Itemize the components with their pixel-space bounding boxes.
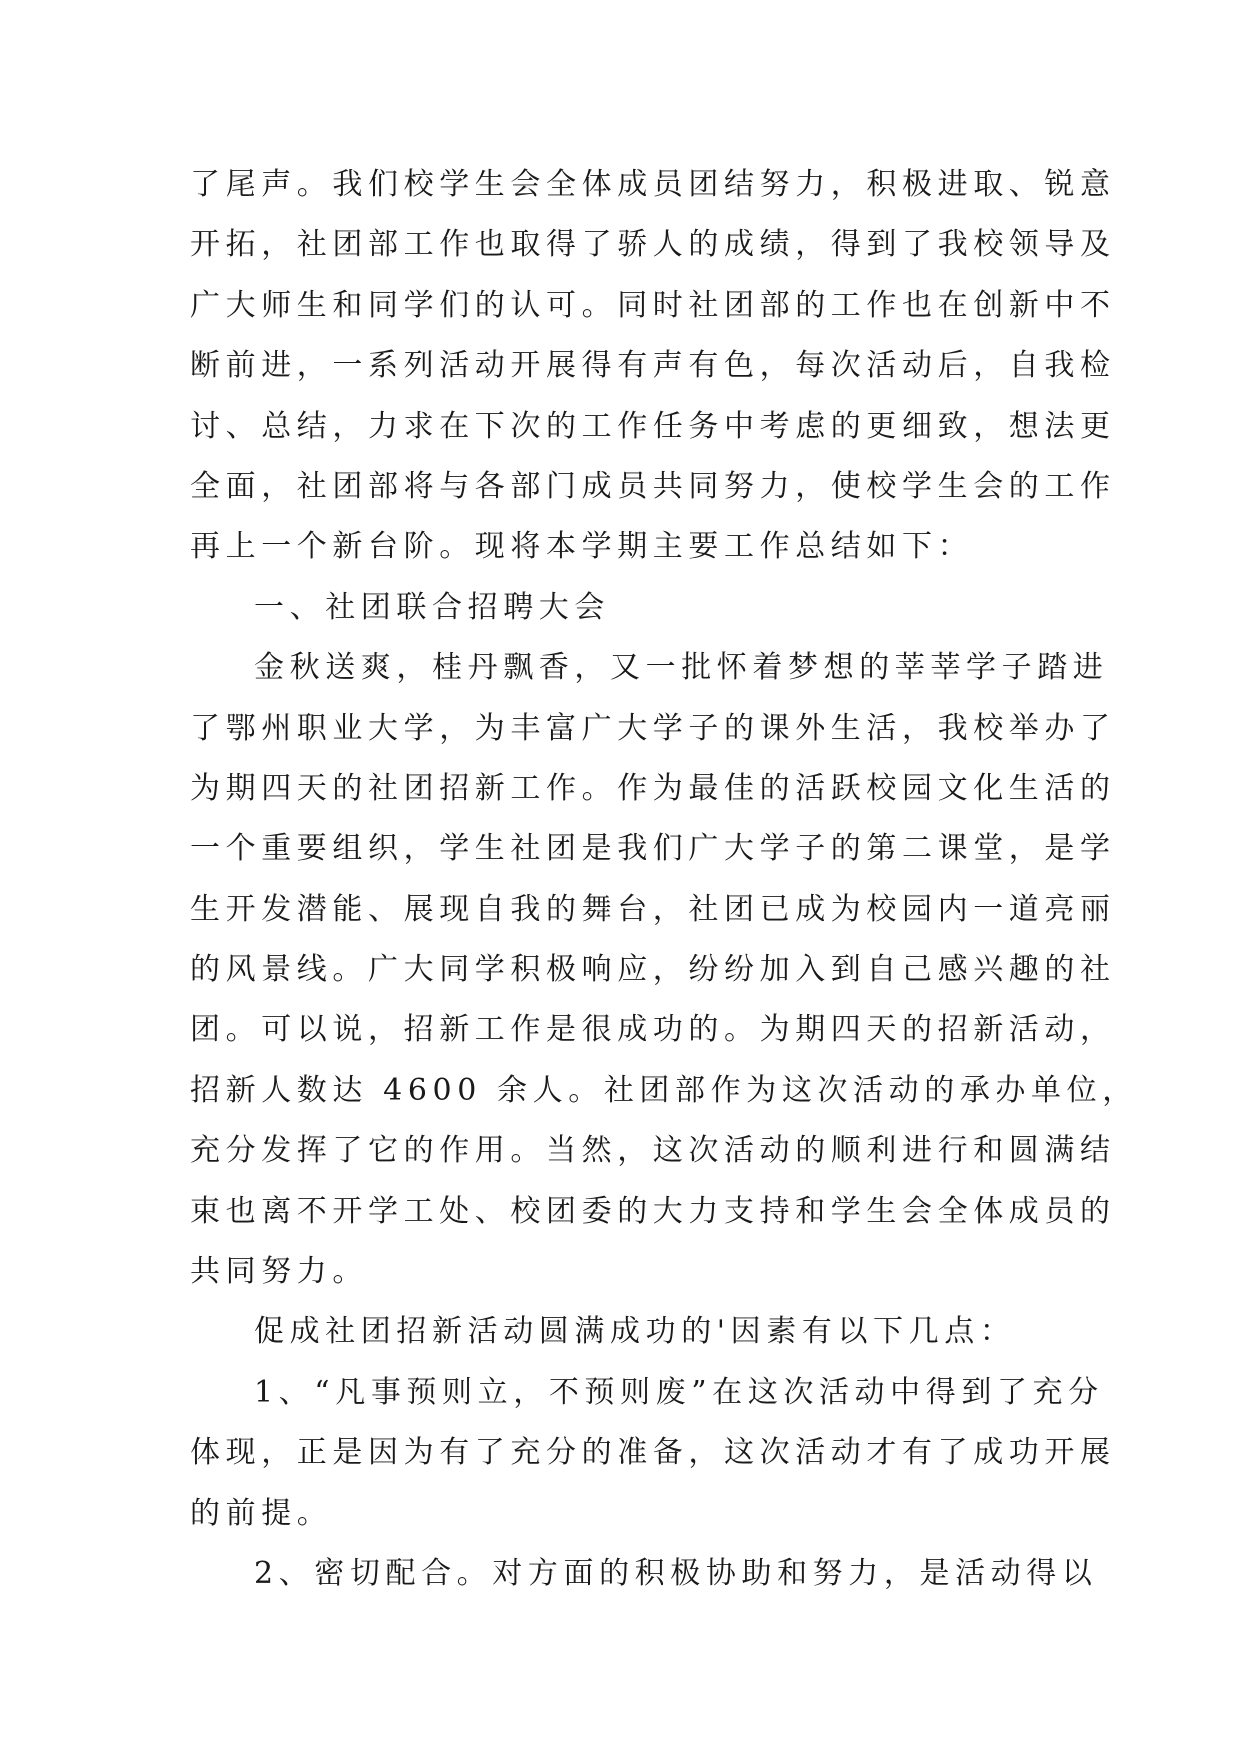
text-line: 一个重要组织，学生社团是我们广大学子的第二课堂，是学 (190, 831, 1116, 867)
text-line: 金秋送爽，桂丹飘香，又一批怀着梦想的莘莘学子踏进 (254, 650, 1109, 686)
text-line: 广大师生和同学们的认可。同时社团部的工作也在创新中不 (190, 287, 1116, 323)
text-line: 断前进，一系列活动开展得有声有色，每次活动后，自我检 (190, 348, 1116, 384)
section-heading: 一、社团联合招聘大会 (254, 589, 610, 625)
text-line: 充分发挥了它的作用。当然，这次活动的顺利进行和圆满结 (190, 1133, 1116, 1169)
text-line: 促成社团招新活动圆满成功的'因素有以下几点： (254, 1314, 1016, 1350)
text-line: 为期四天的社团招新工作。作为最佳的活跃校园文化生活的 (190, 770, 1116, 806)
text-line: 体现，正是因为有了充分的准备，这次活动才有了成功开展 (190, 1435, 1116, 1471)
text-line: 了尾声。我们校学生会全体成员团结努力，积极进取、锐意 (190, 167, 1116, 202)
text-line: 了鄂州职业大学，为丰富广大学子的课外生活，我校举办了 (190, 710, 1116, 746)
text-line: 全面，社团部将与各部门成员共同努力，使校学生会的工作 (190, 468, 1116, 504)
text-line: 生开发潜能、展现自我的舞台，社团已成为校园内一道亮丽 (190, 891, 1116, 927)
body-text (190, 155, 1138, 1604)
list-item: 2、密切配合。对方面的积极协助和努力，是活动得以 (254, 1555, 1098, 1591)
text-line: 再上一个新台阶。现将本学期主要工作总结如下： (190, 529, 974, 565)
text-line: 的前提。 (190, 1495, 333, 1531)
text-line: 开拓，社团部工作也取得了骄人的成绩，得到了我校领导及 (190, 227, 1116, 263)
text-line: 团。可以说，招新工作是很成功的。为期四天的招新活动， (190, 1012, 1116, 1048)
list-item: 1、“凡事预则立，不预则废”在这次活动中得到了充分 (254, 1374, 1104, 1410)
text-line: 束也离不开学工处、校团委的大力支持和学生会全体成员的 (190, 1193, 1116, 1229)
text-line: 的风景线。广大同学积极响应，纷纷加入到自己感兴趣的社 (190, 952, 1116, 988)
text-line: 讨、总结，力求在下次的工作任务中考虑的更细致，想法更 (190, 408, 1116, 444)
text-line: 招新人数达 4600 余人。社团部作为这次活动的承办单位， (190, 1072, 1138, 1108)
text-line: 共同努力。 (190, 1254, 368, 1290)
